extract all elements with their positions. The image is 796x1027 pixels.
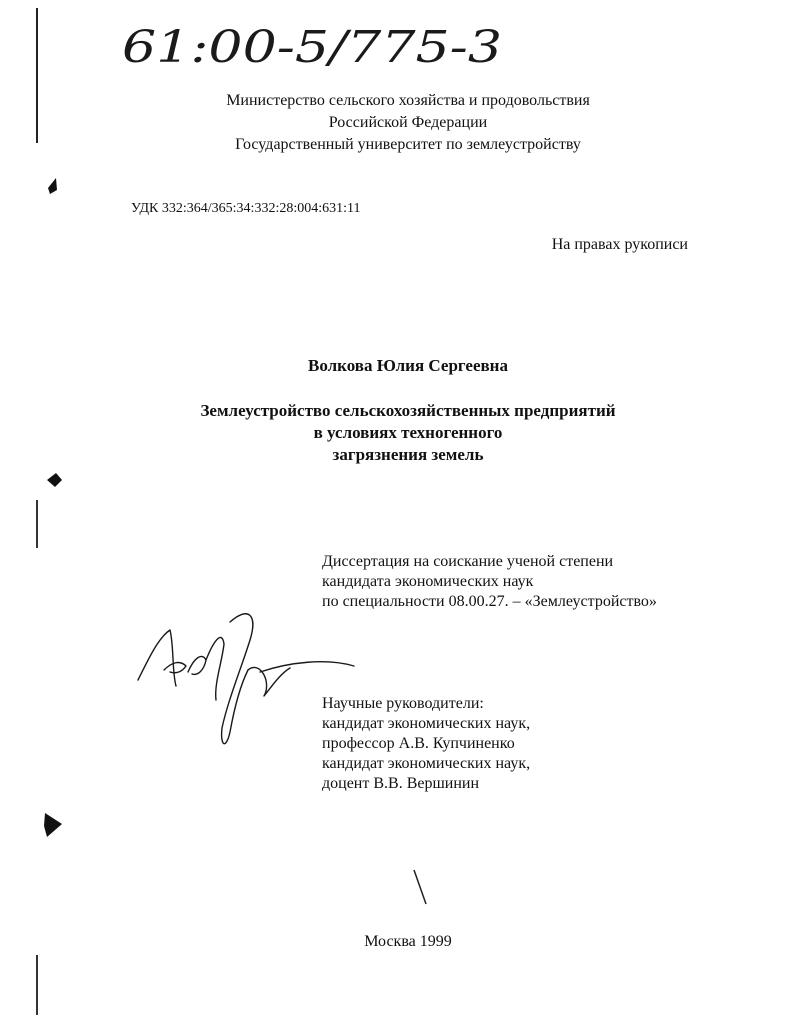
advisors-heading: Научные руководители: — [322, 695, 484, 712]
scan-stroke-mark — [410, 868, 430, 908]
title-line: загрязнения земель — [332, 445, 484, 464]
author-name: Волкова Юлия Сергеевна — [308, 356, 508, 375]
advisor-line: кандидат экономических наук, — [322, 715, 531, 732]
specialty-line: по специальности 08.00.27. – «Землеустройство» — [322, 593, 657, 610]
federation-line: Российской Федерации — [328, 114, 488, 131]
scan-dot-mark — [40, 810, 66, 840]
degree-line: кандидата экономических наук — [322, 573, 534, 590]
handwritten-code — [118, 14, 518, 74]
manuscript-rights: На правах рукописи — [551, 236, 688, 253]
dissertation-title — [0, 400, 796, 466]
scan-dot-mark — [44, 470, 66, 490]
city-year: Москва 1999 — [364, 933, 452, 950]
ministry-line: Министерство сельского хозяйства и продовольствия — [226, 92, 590, 109]
scientific-advisors — [322, 694, 530, 794]
university-line: Государственный университет по землеустройству — [235, 136, 581, 153]
dissertation-info — [322, 552, 657, 612]
advisor-line: профессор А.В. Купчиненко — [322, 735, 515, 752]
advisor-line: доцент В.В. Вершинин — [322, 775, 480, 792]
scan-dot-mark — [44, 176, 64, 200]
title-line: в условиях техногенного — [313, 423, 503, 442]
left-edge-line — [36, 500, 38, 548]
advisor-line: кандидат экономических наук, — [322, 755, 531, 772]
udk-code: УДК 332:364/365:34:332:28:004:631:11 — [131, 201, 361, 216]
institution-header — [0, 90, 796, 156]
degree-line: Диссертация на соискание ученой степени — [322, 553, 614, 570]
left-edge-line — [36, 955, 38, 1015]
handwritten-code-text: 61:00-5/775-3 — [122, 22, 503, 73]
title-line: Землеустройство сельскохозяйственных предприятий — [200, 401, 616, 420]
